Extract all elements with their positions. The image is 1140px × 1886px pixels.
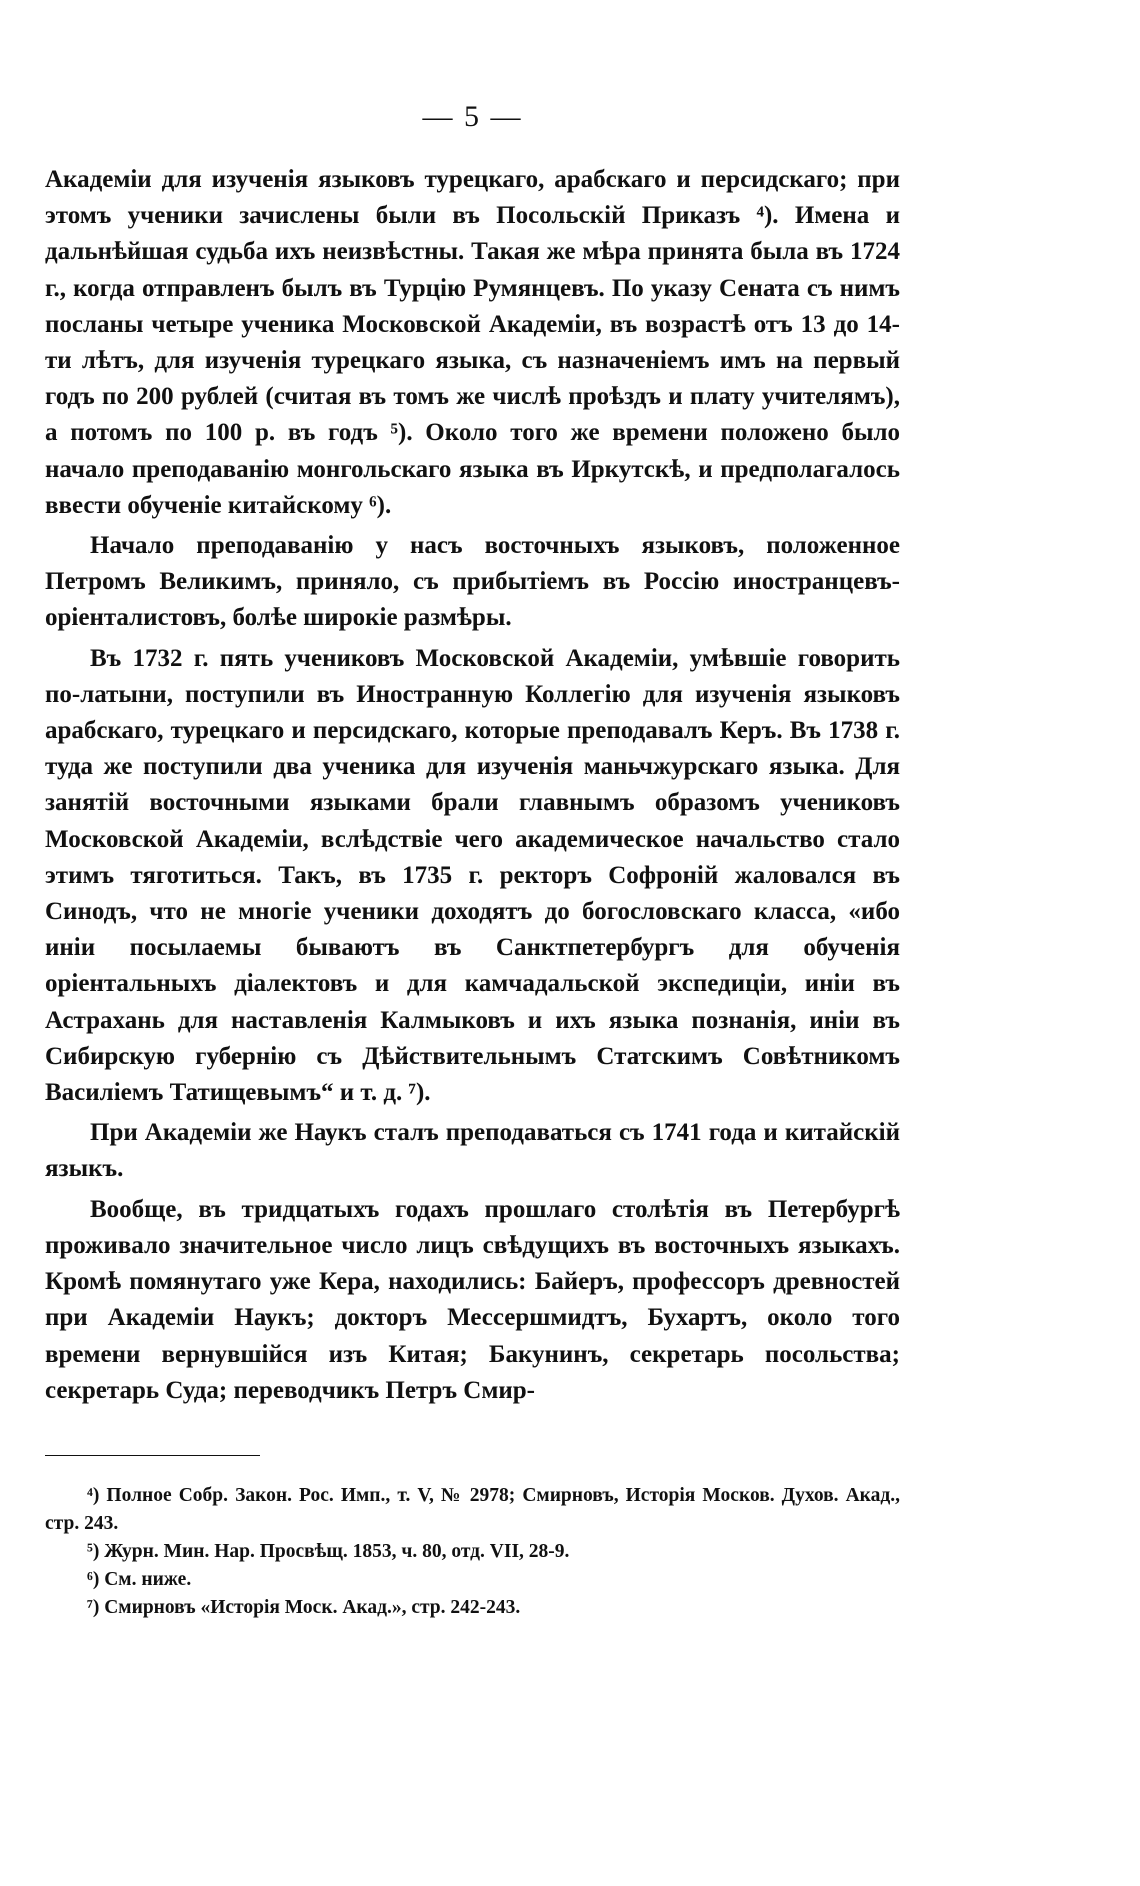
footnote-5: ⁵) Журн. Мин. Нар. Просвѣщ. 1853, ч. 80, отд. VII, 28-9.	[87, 1540, 570, 1562]
paragraph-1: Академіи для изученія языковъ турецкаго, арабскаго и персидскаго; при этомъ ученики зачислены были въ Посольскій Приказъ ⁴). Имена и дальнѣйшая судьба ихъ неизвѣстны. Такая же мѣра принята была въ 1724 г., когда отправленъ былъ въ Турцію Румянцевъ. По указу Сената съ нимъ посланы четыре ученика Московской Академіи, въ возрастѣ отъ 13 до 14-ти лѣтъ, для изученія турецкаго языка, съ назначеніемъ имъ на первый годъ по 200 рублей (считая въ томъ же числѣ проѣздъ и плату учителямъ), а потомъ по 100 р. въ годъ ⁵). Около того же времени положено было начало преподаванію монгольскаго языка въ Иркутскѣ, и предполагалось ввести обученіе китайскому ⁶).	[45, 166, 900, 519]
paragraph-5: Вообще, въ тридцатыхъ годахъ прошлаго столѣтія въ Петербургѣ проживало значительное число лицъ свѣдущихъ въ восточныхъ языкахъ. Кромѣ помянутаго уже Кера, находились: Байеръ, профессоръ древностей при Академіи Наукъ; докторъ Мессершмидтъ, Бухартъ, около того времени вернувшійся изъ Китая; Бакунинъ, секретарь посольства; секретарь Суда; переводчикъ Петръ Смир-	[45, 1195, 900, 1404]
footnote-4: ⁴) Полное Собр. Закон. Рос. Имп., т. V, № 2978; Смирновъ, Исторія Москов. Духов. Акад., стр. 243.	[45, 1484, 900, 1534]
footnote-divider	[45, 1455, 260, 1456]
paragraph-2: Начало преподаванію у насъ восточныхъ языковъ, положенное Петромъ Великимъ, приняло, съ прибытіемъ въ Россію иностранцевъ-оріенталистовъ, болѣе широкіе размѣры.	[45, 532, 900, 632]
page-number: — 5 —	[422, 100, 523, 133]
paragraph-3: Въ 1732 г. пять учениковъ Московской Академіи, умѣвшіе говорить по-латыни, поступили въ Иностранную Коллегію для изученія языковъ арабскаго, турецкаго и персидскаго, которые преподавалъ Керъ. Въ 1738 г. туда же поступили два ученика для изученія маньчжурскаго языка. Для занятій восточными языками брали главнымъ образомъ учениковъ Московской Академіи, вслѣдствіе чего академическое начальство стало этимъ тяготиться. Такъ, въ 1735 г. ректоръ Софроній жаловался въ Синодъ, что не многіе ученики доходятъ до богословскаго класса, «ибо иніи посылаемы бываютъ въ Санктпетербургъ для обученія оріентальныхъ діалектовъ и для камчадальской экспедиціи, иніи въ Астрахань для наставленія Калмыковъ и ихъ языка познанія, иніи въ Сибирскую губернію съ Дѣйствительнымъ Статскимъ Совѣтникомъ Василіемъ Татищевымъ“ и т. д. ⁷).	[45, 644, 900, 1107]
paragraph-4: При Академіи же Наукъ сталъ преподаваться съ 1741 года и китайскій языкъ.	[45, 1119, 900, 1183]
footnotes	[45, 1482, 900, 1622]
body-text	[45, 162, 900, 1409]
document-page	[45, 100, 900, 1622]
footnote-6: ⁶) См. ниже.	[87, 1568, 192, 1590]
footnote-7: ⁷) Смирновъ «Исторія Моск. Акад.», стр. 242-243.	[87, 1596, 521, 1618]
